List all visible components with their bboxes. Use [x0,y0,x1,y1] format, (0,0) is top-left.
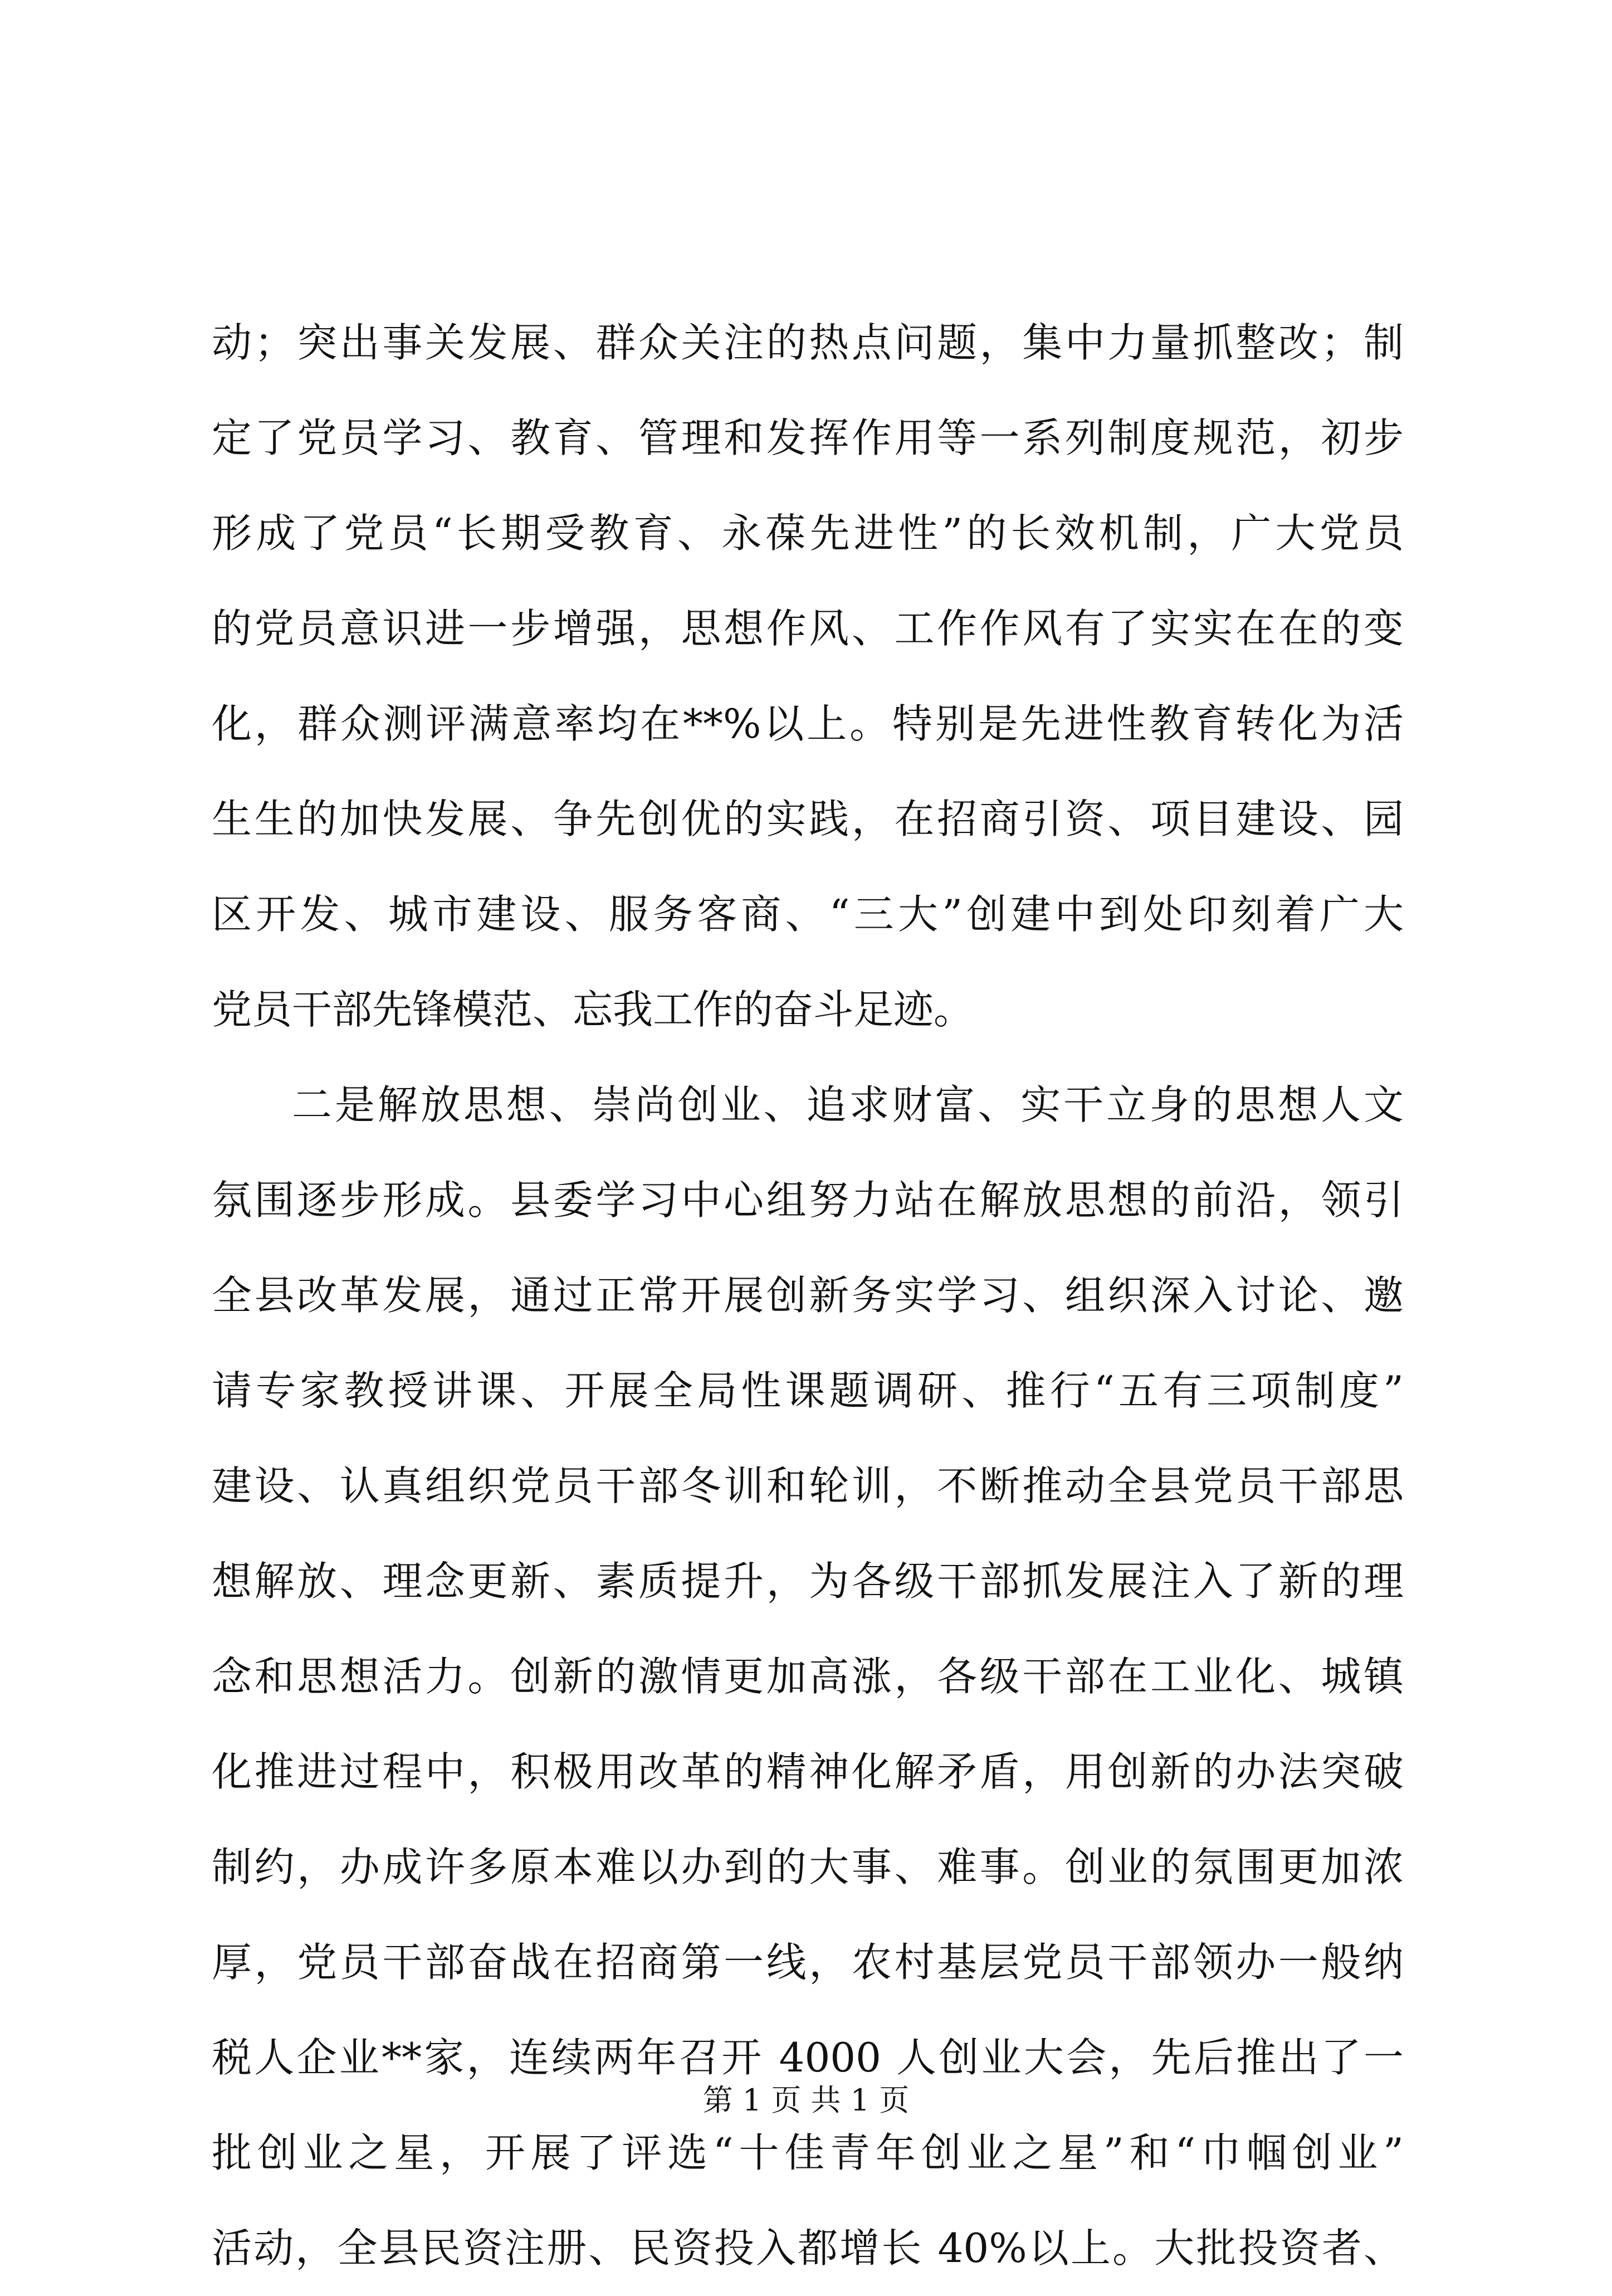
text-line-20: 批创业之星，开展了评选“十佳青年创业之星”和“巾帼创业” [212,2129,1404,2176]
text-line-11: 全县改革发展，通过正常开展创新务实学习、组织深入讨论、邀 [212,1272,1404,1319]
text-line-14: 想解放、理念更新、素质提升，为各级干部抓发展注入了新的理 [212,1558,1404,1605]
text-line-19: 税人企业**家，连续两年召开 4000 人创业大会，先后推出了一 [212,2034,1404,2081]
text-line-17: 制约，办成许多原本难以办到的大事、难事。创业的氛围更加浓 [212,1844,1404,1890]
text-line-9: 二是解放思想、崇尚创业、追求财富、实干立身的思想人文 [292,1081,1404,1128]
text-line-6: 生生的加快发展、争先创优的实践，在招商引资、项目建设、园 [212,796,1404,842]
text-line-15: 念和思想活力。创新的激情更加高涨，各级干部在工业化、城镇 [212,1653,1404,1700]
text-line-10: 氛围逐步形成。县委学习中心组努力站在解放思想的前沿，领引 [212,1177,1404,1223]
page-footer: 第 1 页 共 1 页 [702,2083,910,2118]
text-line-12: 请专家教授讲课、开展全局性课题调研、推行“五有三项制度” [212,1367,1404,1414]
text-line-8: 党员干部先锋模范、忘我工作的奋斗足迹。 [212,986,974,1033]
text-line-7: 区开发、城市建设、服务客商、“三大”创建中到处印刻着广大 [212,891,1404,938]
text-line-2: 定了党员学习、教育、管理和发挥作用等一系列制度规范，初步 [212,415,1404,461]
text-line-3: 形成了党员“长期受教育、永葆先进性”的长效机制，广大党员 [212,510,1404,557]
text-line-4: 的党员意识进一步增强，思想作风、工作作风有了实实在在的变 [212,605,1404,652]
text-line-16: 化推进过程中，积极用改革的精神化解矛盾，用创新的办法突破 [212,1748,1404,1795]
body-text [212,295,1404,2296]
text-line-21: 活动，全县民资注册、民资投入都增长 40%以上。大批投资者、 [212,2225,1404,2271]
text-line-5: 化，群众测评满意率均在**%以上。特别是先进性教育转化为活 [212,700,1404,747]
text-line-18: 厚，党员干部奋战在招商第一线，农村基层党员干部领办一般纳 [212,1939,1404,1986]
text-line-13: 建设、认真组织党员干部冬训和轮训，不断推动全县党员干部思 [212,1463,1404,1509]
text-line-1: 动；突出事关发展、群众关注的热点问题，集中力量抓整改；制 [212,319,1404,366]
